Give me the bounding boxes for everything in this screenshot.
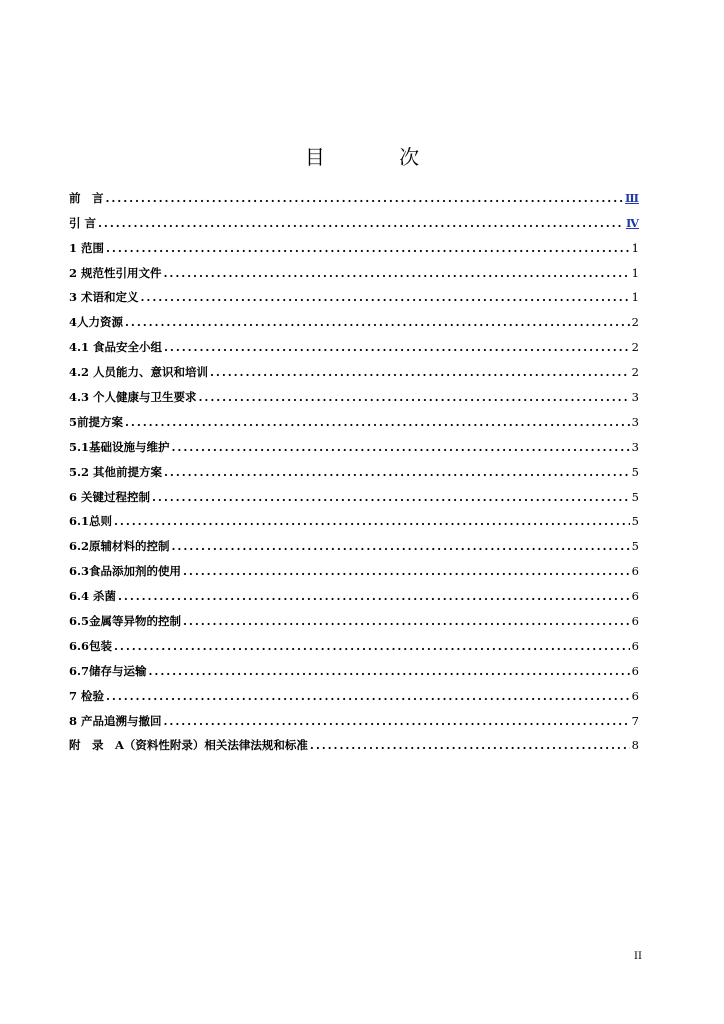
toc-entry[interactable] [69, 255, 639, 280]
toc-entry-label: 6.4 杀菌 [69, 589, 117, 604]
toc-entry-label: 6.5金属等异物的控制 [69, 614, 182, 629]
toc-entry-label: 4人力资源 [69, 315, 124, 330]
toc-dot-leader [164, 266, 630, 280]
toc-dot-leader [149, 664, 630, 678]
toc-entry-page: 6 [631, 614, 639, 629]
toc-entry-label: 4.2 人员能力、意识和培训 [69, 365, 209, 380]
toc-entry-page: 8 [631, 738, 639, 753]
toc-entry[interactable] [69, 429, 639, 454]
toc-dot-leader [98, 216, 624, 230]
toc-entry[interactable] [69, 329, 639, 354]
toc-entry[interactable] [69, 653, 639, 678]
toc-entry-page: 1 [631, 290, 639, 305]
toc-entry-label: 8 产品追溯与撤回 [69, 713, 162, 728]
table-of-contents [69, 180, 639, 752]
toc-dot-leader [114, 514, 630, 528]
toc-entry[interactable] [69, 230, 639, 255]
toc-dot-leader [183, 564, 630, 578]
toc-dot-leader [164, 465, 630, 479]
toc-dot-leader [118, 589, 630, 603]
toc-entry-label: 引 言 [69, 215, 97, 230]
toc-entry[interactable] [69, 628, 639, 653]
toc-entry-page: 6 [631, 564, 639, 579]
toc-entry-label: 4.3 个人健康与卫生要求 [69, 390, 197, 405]
toc-entry[interactable] [69, 180, 639, 205]
toc-entry-label: 6.3食品添加剂的使用 [69, 564, 182, 579]
toc-entry[interactable] [69, 678, 639, 703]
toc-entry-label: 7 检验 [69, 688, 105, 703]
toc-entry-page: 5 [631, 539, 639, 554]
toc-dot-leader [106, 241, 630, 255]
toc-entry-page: 6 [631, 663, 639, 678]
toc-dot-leader [310, 738, 630, 752]
toc-entry-label: 3 术语和定义 [69, 290, 139, 305]
toc-dot-leader [106, 689, 630, 703]
toc-dot-leader [164, 714, 630, 728]
toc-entry-page: 6 [631, 638, 639, 653]
toc-entry-page: 6 [631, 589, 639, 604]
toc-entry-label: 5.1基础设施与维护 [69, 439, 170, 454]
toc-entry[interactable] [69, 578, 639, 603]
toc-entry-label: 2 规范性引用文件 [69, 265, 162, 280]
page-number: II [634, 951, 642, 962]
toc-entry-label: 5.2 其他前提方案 [69, 464, 163, 479]
toc-entry-page-link[interactable]: Ⅲ [624, 190, 639, 205]
toc-entry-page: 3 [631, 390, 639, 405]
toc-entry-page: 2 [631, 365, 639, 380]
toc-entry-label: 4.1 食品安全小组 [69, 340, 163, 355]
toc-entry-page: 1 [631, 240, 639, 255]
toc-entry[interactable] [69, 354, 639, 379]
toc-entry-label: 6 关键过程控制 [69, 489, 151, 504]
toc-dot-leader [125, 415, 630, 429]
toc-entry-label: 6.7储存与运输 [69, 663, 147, 678]
toc-entry-label: 附 录 A（资料性附录）相关法律法规和标准 [69, 738, 308, 753]
toc-entry[interactable] [69, 703, 639, 728]
toc-entry[interactable] [69, 479, 639, 504]
toc-dot-leader [210, 365, 630, 379]
toc-entry-page: 1 [631, 265, 639, 280]
toc-entry-page: 2 [631, 340, 639, 355]
toc-dot-leader [183, 614, 630, 628]
toc-dot-leader [172, 440, 630, 454]
toc-entry[interactable] [69, 205, 639, 230]
toc-dot-leader [199, 390, 630, 404]
page-title: 目 次 [304, 145, 454, 169]
toc-entry[interactable] [69, 404, 639, 429]
toc-entry[interactable] [69, 304, 639, 329]
toc-entry[interactable] [69, 504, 639, 529]
toc-entry-label: 6.1总则 [69, 514, 113, 529]
toc-entry-page: 3 [631, 414, 639, 429]
toc-entry-label: 1 范围 [69, 240, 105, 255]
toc-entry-page: 5 [631, 464, 639, 479]
toc-entry[interactable] [69, 528, 639, 553]
toc-entry[interactable] [69, 603, 639, 628]
toc-entry[interactable] [69, 379, 639, 404]
toc-entry-label: 5前提方案 [69, 414, 124, 429]
toc-entry-page: 3 [631, 439, 639, 454]
toc-dot-leader [125, 315, 630, 329]
toc-entry[interactable] [69, 454, 639, 479]
toc-entry-label: 前 言 [69, 190, 104, 205]
toc-entry-label: 6.6包装 [69, 638, 113, 653]
toc-entry-page: 7 [631, 713, 639, 728]
toc-dot-leader [172, 539, 630, 553]
toc-dot-leader [106, 191, 623, 205]
toc-dot-leader [152, 490, 630, 504]
toc-dot-leader [164, 340, 630, 354]
toc-entry[interactable] [69, 728, 639, 753]
toc-dot-leader [141, 290, 630, 304]
toc-entry-page: 5 [631, 489, 639, 504]
toc-entry-label: 6.2原辅材料的控制 [69, 539, 170, 554]
toc-entry[interactable] [69, 553, 639, 578]
toc-dot-leader [114, 639, 630, 653]
toc-entry-page: 6 [631, 688, 639, 703]
toc-entry-page-link[interactable]: Ⅳ [625, 215, 639, 230]
toc-entry[interactable] [69, 280, 639, 305]
toc-entry-page: 2 [631, 315, 639, 330]
toc-entry-page: 5 [631, 514, 639, 529]
